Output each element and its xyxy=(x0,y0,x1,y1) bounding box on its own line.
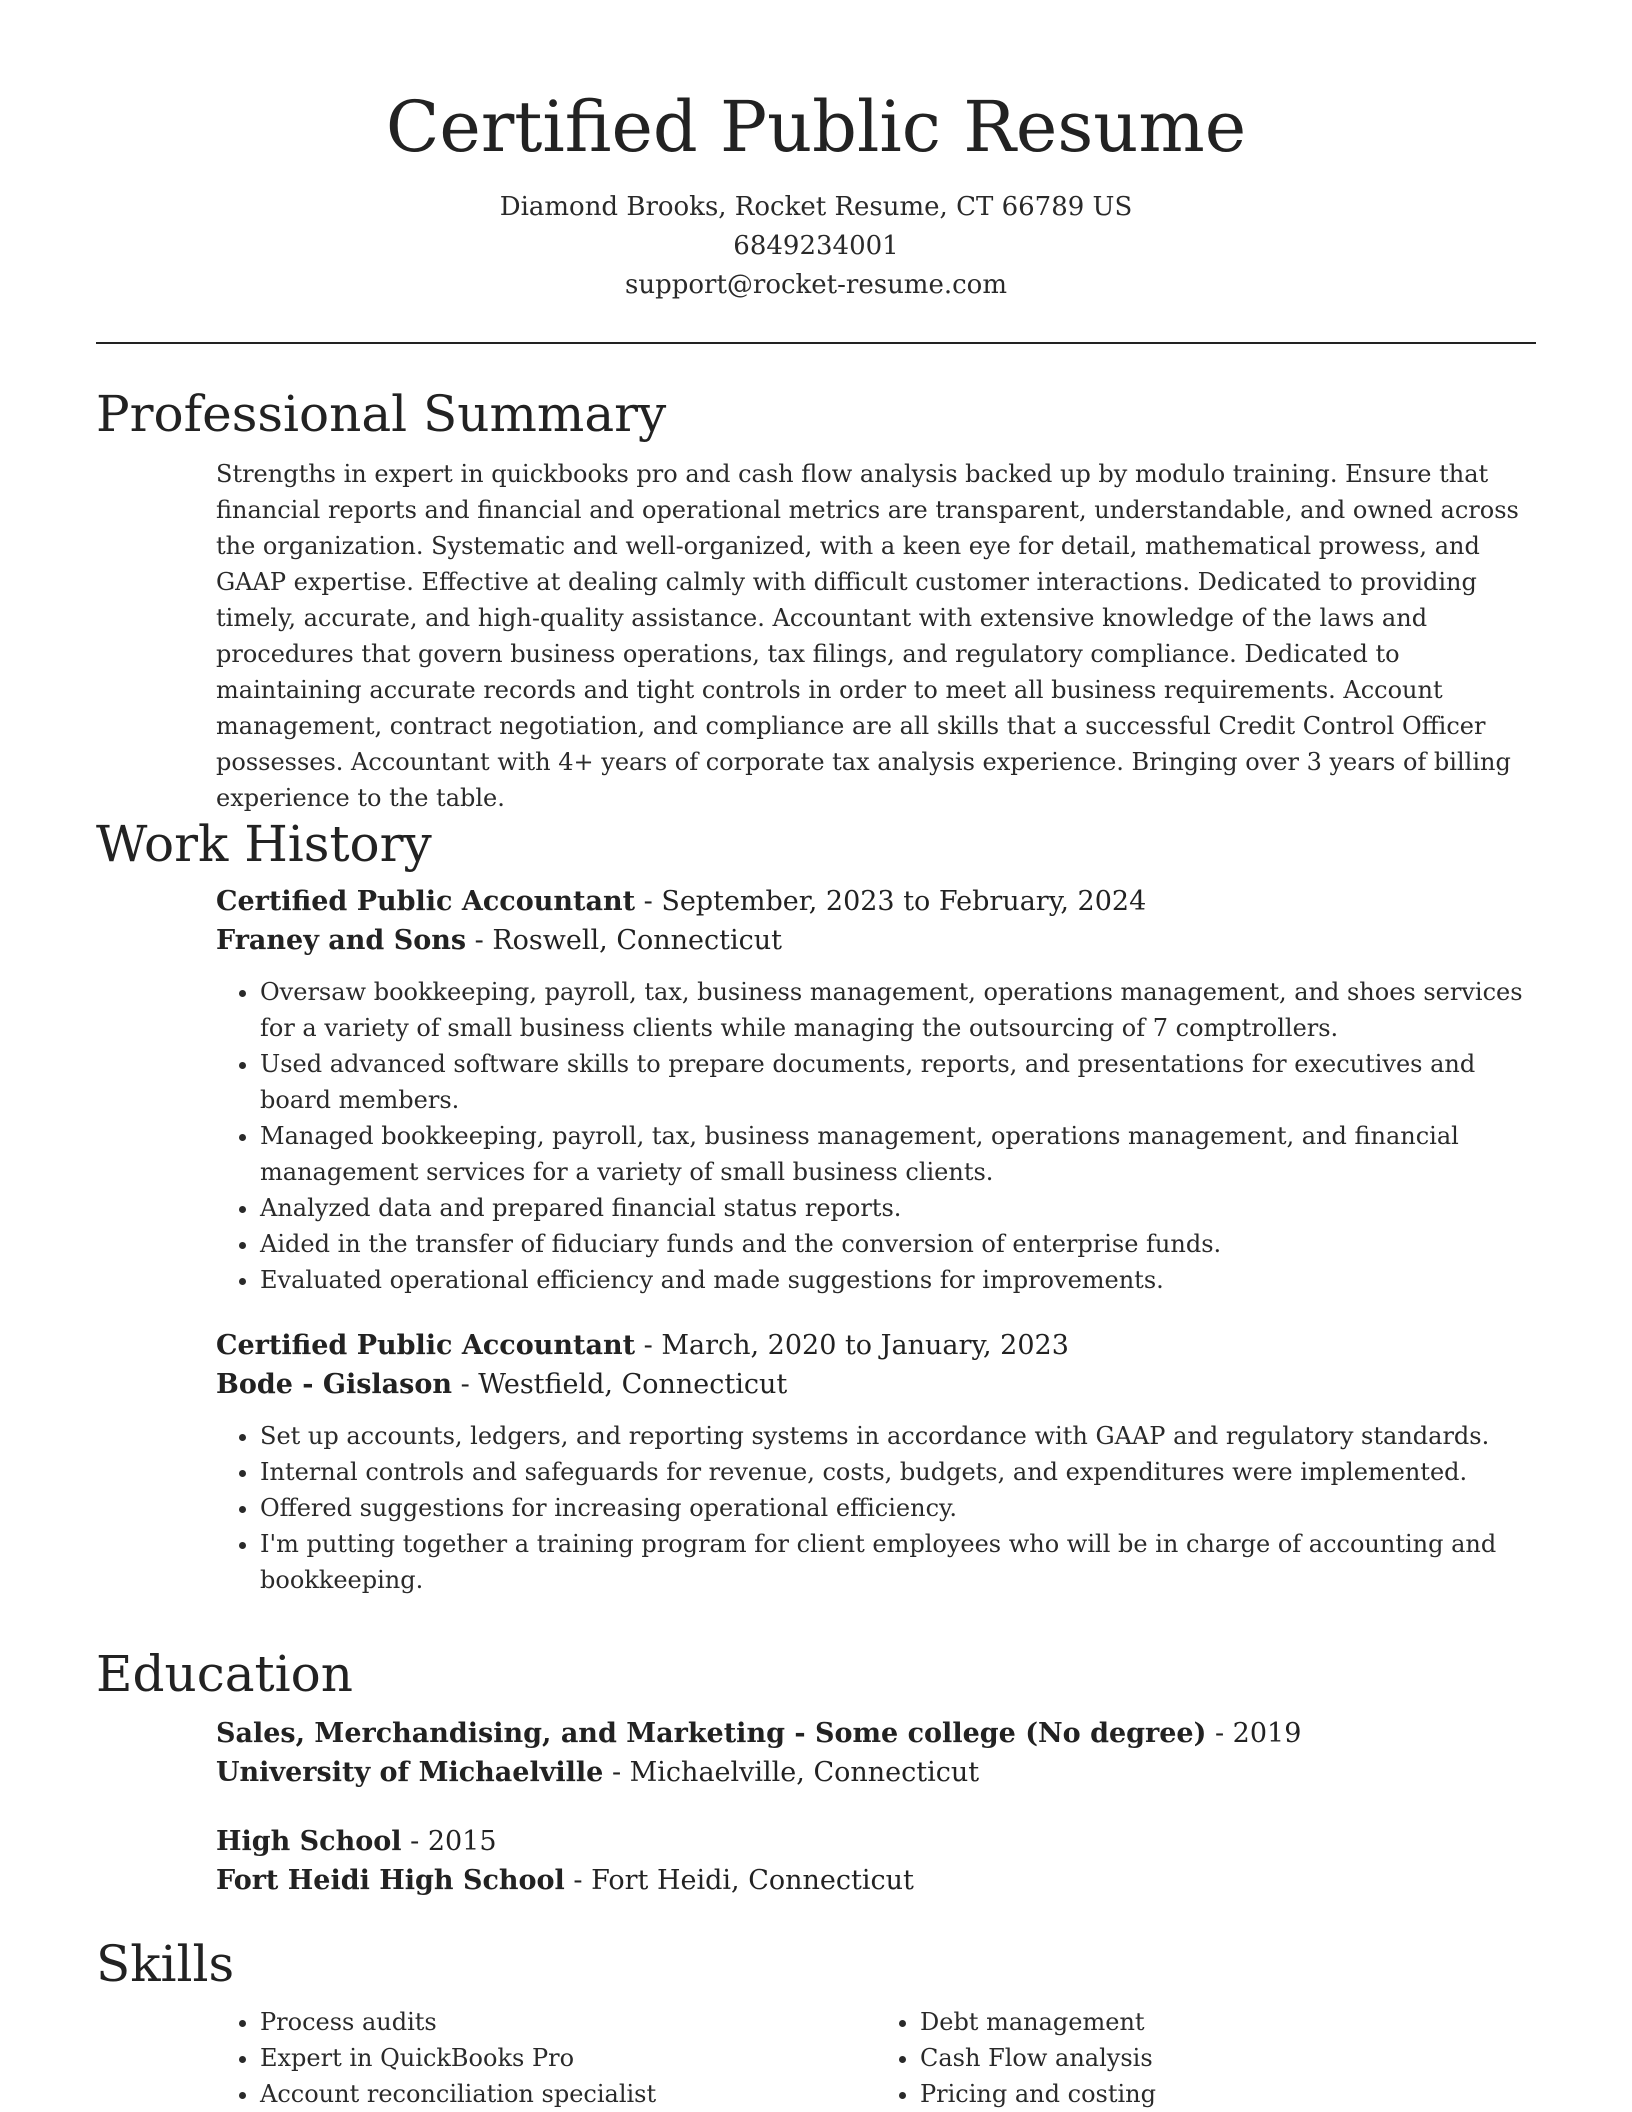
education-entry xyxy=(216,1822,1536,1900)
job-entry xyxy=(216,882,1536,1298)
summary-text: Strengths in expert in quickbooks pro and cash flow analysis backed up by modulo training. Ensure that financial reports and financial and operational metrics are transparent, understandable, and owned across the organization. Systematic and well-organized, with a keen eye for detail, mathematical prowess, and GAAP expertise. Effective at dealing calmly with difficult customer interactions. Dedicated to providing timely, accurate, and high-quality assistance. Accountant with extensive knowledge of the laws and procedures that govern business operations, tax filings, and regulatory compliance. Dedicated to maintaining accurate records and tight controls in order to meet all business requirements. Account management, contract negotiation, and compliance are all skills that a successful Credit Control Officer possesses. Accountant with 4+ years of corporate tax analysis experience. Bringing over 3 years of billing experience to the table. xyxy=(216,460,1519,812)
education-school-line xyxy=(216,1753,1536,1792)
job-bullets xyxy=(216,974,1536,1298)
job-bullet: • Offered suggestions for increasing operational efficiency. xyxy=(260,1490,1536,1526)
skill-item: • Account reconciliation specialist xyxy=(260,2076,876,2112)
education-school: University of Michaelville xyxy=(216,1757,604,1788)
job-company: Bode - Gislason xyxy=(216,1369,452,1400)
job-bullet: • Managed bookkeeping, payroll, tax, business management, operations management, and financial management services for a variety of small business clients. xyxy=(260,1118,1536,1190)
job-location: - Roswell, Connecticut xyxy=(466,925,782,956)
education-section xyxy=(96,1642,1536,1900)
contact-email: support@rocket-resume.com xyxy=(624,270,1007,300)
skills-section xyxy=(96,1932,1536,2112)
skill-item: • Debt management xyxy=(920,2004,1536,2040)
job-dates: - September, 2023 to February, 2024 xyxy=(635,886,1147,917)
skill-item: • Pricing and costing xyxy=(920,2076,1536,2112)
work-heading: Work History xyxy=(96,815,432,873)
job-location: - Westfield, Connecticut xyxy=(452,1369,788,1400)
education-location: - Michaelville, Connecticut xyxy=(603,1757,980,1788)
job-bullet: • Used advanced software skills to prepare documents, reports, and presentations for executives and board members. xyxy=(260,1046,1536,1118)
education-degree-line xyxy=(216,1822,1536,1861)
education-location: - Fort Heidi, Connecticut xyxy=(564,1865,914,1896)
job-bullet: • Oversaw bookkeeping, payroll, tax, business management, operations management, and shoes services for a variety of small business clients while managing the outsourcing of 7 comptrollers. xyxy=(260,974,1536,1046)
job-role: Certified Public Accountant xyxy=(216,886,636,917)
job-bullet: • Evaluated operational efficiency and made suggestions for improvements. xyxy=(260,1262,1536,1298)
skill-item: • Process audits xyxy=(260,2004,876,2040)
job-role: Certified Public Accountant xyxy=(216,1330,636,1361)
work-body xyxy=(216,882,1536,1598)
education-heading: Education xyxy=(96,1645,353,1703)
education-degree: Sales, Merchandising, and Marketing - Some college (No degree) xyxy=(216,1718,1207,1749)
education-school-line xyxy=(216,1861,1536,1900)
resume-header xyxy=(0,80,1632,305)
job-entry xyxy=(216,1326,1536,1598)
education-body xyxy=(216,1714,1536,1900)
education-year: - 2015 xyxy=(401,1826,497,1857)
education-entry xyxy=(216,1714,1536,1792)
job-company: Franey and Sons xyxy=(216,925,467,956)
summary-heading: Professional Summary xyxy=(96,385,667,443)
job-bullets xyxy=(216,1418,1536,1598)
work-section xyxy=(96,812,1536,1598)
job-title-line xyxy=(216,1326,1536,1365)
job-company-line xyxy=(216,1365,1536,1404)
skills-columns xyxy=(216,2004,1536,2112)
skills-body xyxy=(216,2004,1536,2112)
header-divider xyxy=(96,342,1536,344)
contact-block xyxy=(0,188,1632,305)
education-degree: High School xyxy=(216,1826,402,1857)
summary-section xyxy=(96,382,1536,816)
summary-body xyxy=(216,456,1536,816)
education-school: Fort Heidi High School xyxy=(216,1865,565,1896)
skill-item: • Expert in QuickBooks Pro xyxy=(260,2040,876,2076)
skill-item: • Cash Flow analysis xyxy=(920,2040,1536,2076)
resume-title: Certified Public Resume xyxy=(385,86,1247,168)
job-bullet: • Analyzed data and prepared financial status reports. xyxy=(260,1190,1536,1226)
job-bullet: • I'm putting together a training program for client employees who will be in charge of accounting and bookkeeping. xyxy=(260,1526,1536,1598)
skills-heading: Skills xyxy=(96,1935,235,1993)
education-year: - 2019 xyxy=(1206,1718,1302,1749)
job-bullet: • Aided in the transfer of fiduciary funds and the conversion of enterprise funds. xyxy=(260,1226,1536,1262)
job-title-line xyxy=(216,882,1536,921)
job-bullet: • Internal controls and safeguards for revenue, costs, budgets, and expenditures were implemented. xyxy=(260,1454,1536,1490)
job-dates: - March, 2020 to January, 2023 xyxy=(635,1330,1069,1361)
job-company-line xyxy=(216,921,1536,960)
education-degree-line xyxy=(216,1714,1536,1753)
skills-list-left xyxy=(216,2004,876,2112)
skills-list-right xyxy=(876,2004,1536,2112)
contact-phone: 6849234001 xyxy=(733,231,899,261)
job-bullet: • Set up accounts, ledgers, and reporting systems in accordance with GAAP and regulatory standards. xyxy=(260,1418,1536,1454)
contact-address: Diamond Brooks, Rocket Resume, CT 66789 US xyxy=(499,192,1133,222)
